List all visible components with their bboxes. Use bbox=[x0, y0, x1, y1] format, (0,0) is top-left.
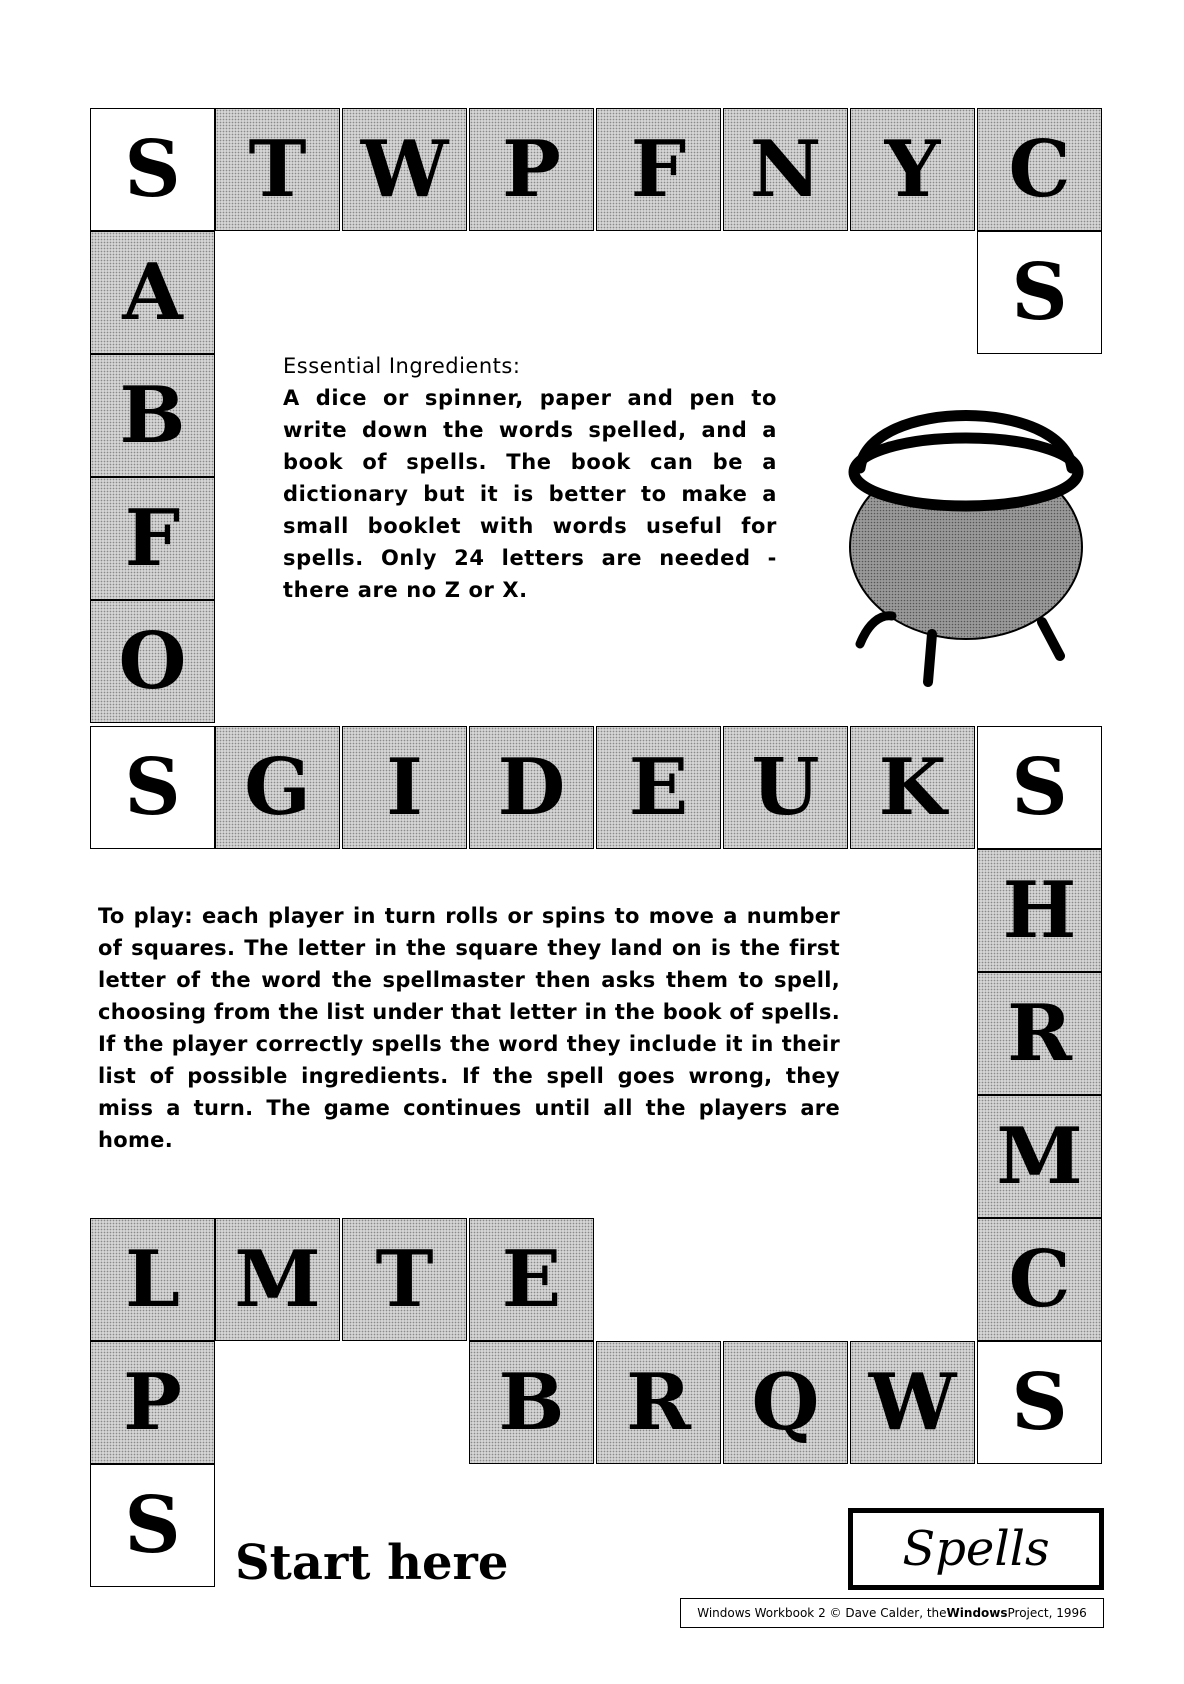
board-square-1[interactable]: S bbox=[90, 108, 215, 231]
rules-text: To play: each player in turn rolls or spins to move a number of squares. The letter in the square they land on is the first letter of the word the spellmaster then asks them to spell, choosing from the list under that letter in the book of spells. If the player correctly spells the word they include it in their list of possible ingredients. If the spell goes wrong, they miss a turn. The game continues until all the players are home. bbox=[98, 904, 840, 1152]
board-square-17[interactable]: D bbox=[469, 726, 594, 849]
board-square-25[interactable]: C bbox=[977, 1218, 1102, 1341]
board-square-23[interactable]: R bbox=[977, 972, 1102, 1095]
board-square-32[interactable]: M bbox=[215, 1218, 340, 1341]
board-square-8[interactable]: C bbox=[977, 108, 1102, 231]
game-title: Spells bbox=[848, 1508, 1104, 1590]
board-square-18[interactable]: E bbox=[596, 726, 721, 849]
board-square-3[interactable]: W bbox=[342, 108, 467, 231]
copyright-prefix: Windows Workbook 2 © Dave Calder, the bbox=[697, 1606, 947, 1620]
board-square-14[interactable]: S bbox=[90, 726, 215, 849]
board-square-28[interactable]: Q bbox=[723, 1341, 848, 1464]
board-square-4[interactable]: P bbox=[469, 108, 594, 231]
board-square-33[interactable]: T bbox=[342, 1218, 467, 1341]
board-square-36[interactable]: S bbox=[90, 1464, 215, 1587]
board-square-13[interactable]: O bbox=[90, 600, 215, 723]
board-square-12[interactable]: F bbox=[90, 477, 215, 600]
copyright-notice bbox=[680, 1598, 1104, 1628]
board-square-6[interactable]: N bbox=[723, 108, 848, 231]
board-square-11[interactable]: B bbox=[90, 354, 215, 477]
board-square-20[interactable]: K bbox=[850, 726, 975, 849]
board-square-34[interactable]: E bbox=[469, 1218, 594, 1341]
board-square-29[interactable]: R bbox=[596, 1341, 721, 1464]
board-square-24[interactable]: M bbox=[977, 1095, 1102, 1218]
board-square-22[interactable]: H bbox=[977, 849, 1102, 972]
board-square-15[interactable]: G bbox=[215, 726, 340, 849]
board-square-30[interactable]: B bbox=[469, 1341, 594, 1464]
board-square-19[interactable]: U bbox=[723, 726, 848, 849]
board-square-21[interactable]: S bbox=[977, 726, 1102, 849]
board-square-26[interactable]: S bbox=[977, 1341, 1102, 1464]
ingredients-section bbox=[283, 354, 777, 606]
board-square-5[interactable]: F bbox=[596, 108, 721, 231]
board-square-35[interactable]: P bbox=[90, 1341, 215, 1464]
cauldron-icon bbox=[840, 392, 1100, 692]
start-label: Start here bbox=[235, 1535, 509, 1591]
copyright-bold: Windows bbox=[946, 1606, 1008, 1620]
copyright-suffix: Project, 1996 bbox=[1007, 1606, 1087, 1620]
ingredients-heading: Essential Ingredients: bbox=[283, 354, 521, 378]
board-square-10[interactable]: A bbox=[90, 231, 215, 354]
board-square-27[interactable]: W bbox=[850, 1341, 975, 1464]
board-square-9[interactable]: S bbox=[977, 231, 1102, 354]
ingredients-body: A dice or spinner, paper and pen to write down the words spelled, and a book of spells. The book can be a dictionary but it is better to make a small booklet with words useful for spells. Only 24 letters are needed - there are no Z or X. bbox=[283, 386, 777, 602]
board-square-7[interactable]: Y bbox=[850, 108, 975, 231]
board-square-2[interactable]: T bbox=[215, 108, 340, 231]
board-square-16[interactable]: I bbox=[342, 726, 467, 849]
board-square-31[interactable]: L bbox=[90, 1218, 215, 1341]
